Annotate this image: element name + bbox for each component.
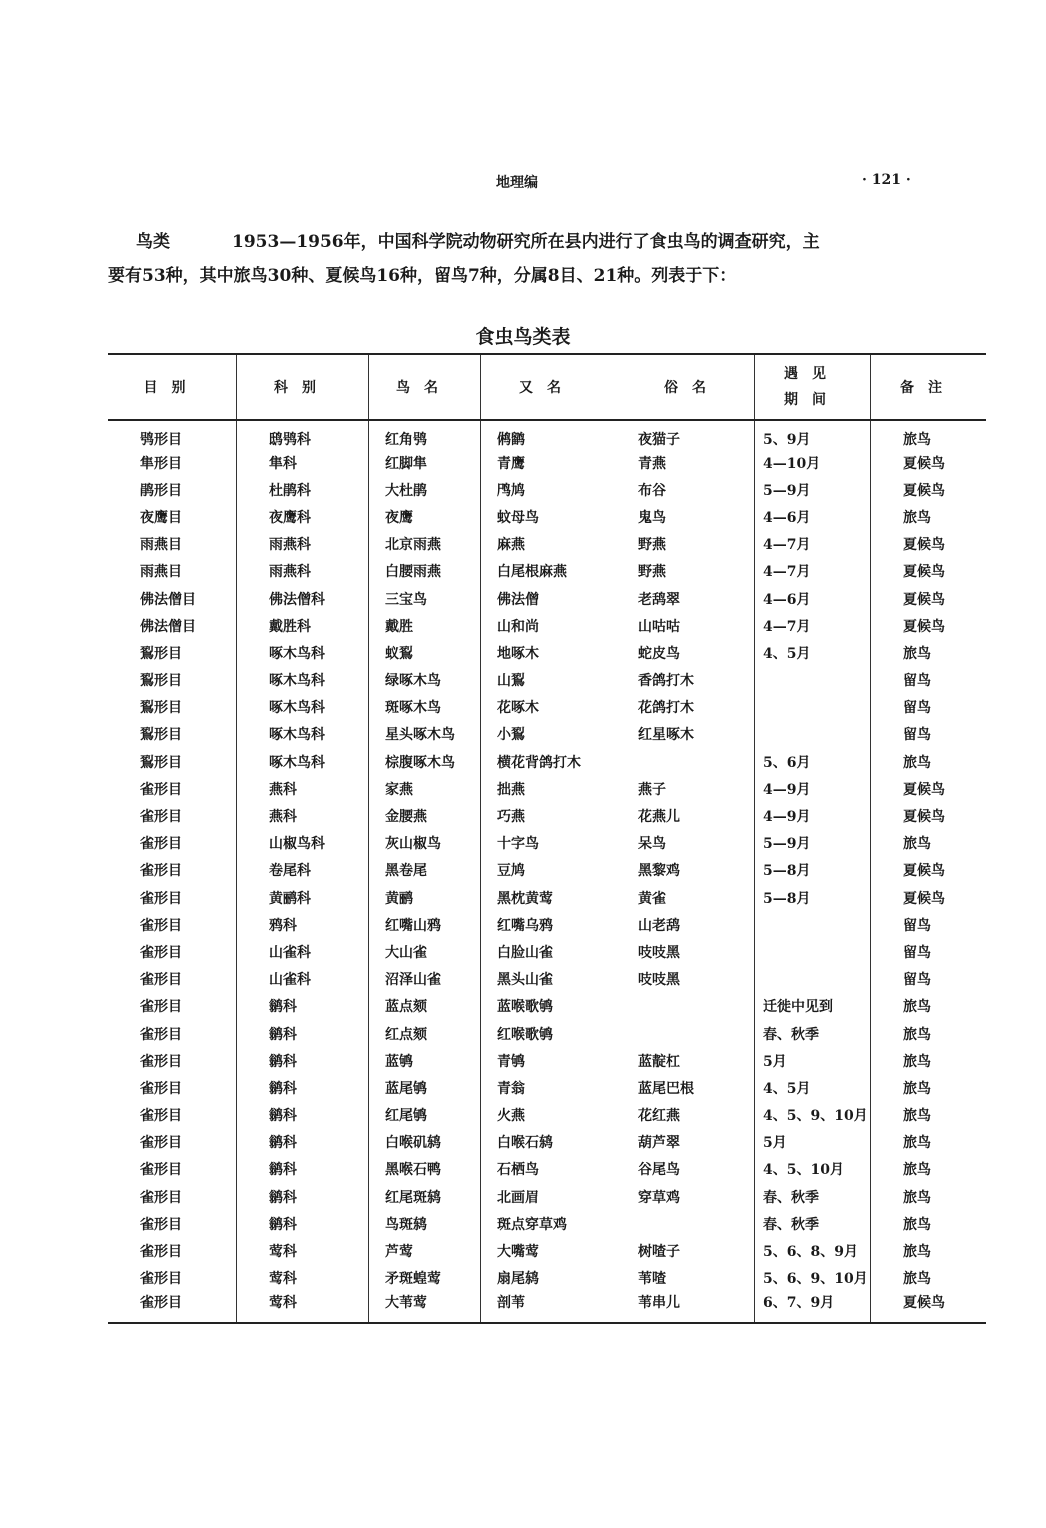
cell-family: 鹟科	[237, 1047, 369, 1074]
cell-remark: 旅鸟	[903, 432, 931, 448]
cell-period: 迁徙中见到	[755, 993, 871, 1020]
table-row	[108, 1210, 986, 1237]
cell-alias: 白脸山雀	[497, 944, 553, 961]
cell-order: 夜鹰目	[108, 503, 237, 530]
cell-name: 斑啄木鸟	[369, 694, 481, 721]
cell-alias: 花啄木	[497, 700, 539, 717]
table-row	[108, 531, 986, 558]
cell-alias: 斑点穿草鸡	[497, 1216, 567, 1233]
cell-common: 山老鸹	[638, 911, 755, 938]
cell-order: 雀形目	[108, 1183, 237, 1210]
cell-period: 春、秋季	[755, 1183, 871, 1210]
cell-family: 啄木鸟科	[237, 721, 369, 748]
cell-family: 山雀科	[237, 966, 369, 993]
table-row	[108, 911, 986, 938]
cell-name: 黑卷尾	[369, 857, 481, 884]
cell-family: 鸦科	[237, 911, 369, 938]
cell-common	[638, 993, 755, 1020]
cell-alias: 山鴷	[497, 673, 525, 690]
cell-name: 鸟斑鸫	[369, 1210, 481, 1237]
cell-family: 莺科	[237, 1237, 369, 1264]
cell-remark: 旅鸟	[903, 1244, 931, 1261]
cell-name: 红点颏	[369, 1020, 481, 1047]
cell-alias: 佛法僧	[497, 591, 539, 608]
cell-order: 鹃形目	[108, 476, 237, 503]
cell-name: 黑喉石鸭	[369, 1156, 481, 1183]
cell-name: 灰山椒鸟	[369, 830, 481, 857]
cell-order: 雀形目	[108, 1074, 237, 1101]
cell-period: 5、6月	[755, 748, 871, 775]
header-order: 目别	[108, 354, 237, 420]
cell-remark: 留鸟	[903, 917, 931, 934]
cell-alias: 北画眉	[497, 1189, 539, 1206]
cell-remark: 留鸟	[903, 727, 931, 744]
cell-family: 鹟科	[237, 1102, 369, 1129]
cell-alias: 巧燕	[497, 809, 525, 826]
cell-alias: 蓝喉歌鸲	[497, 999, 553, 1016]
cell-alias: 白喉石鸫	[497, 1135, 553, 1152]
cell-common: 葫芦翠	[638, 1129, 755, 1156]
cell-family: 戴胜科	[237, 612, 369, 639]
cell-remark: 留鸟	[903, 972, 931, 989]
header-period-line2: 期间	[784, 392, 840, 408]
cell-period: 5、9月	[755, 420, 871, 449]
table-row	[108, 993, 986, 1020]
cell-order: 雀形目	[108, 830, 237, 857]
cell-remark: 夏候鸟	[903, 564, 945, 581]
cell-name: 红尾鸲	[369, 1102, 481, 1129]
cell-remark: 旅鸟	[903, 999, 931, 1016]
cell-order: 佛法僧目	[108, 585, 237, 612]
cell-order: 鴷形目	[108, 748, 237, 775]
cell-alias: 小鴷	[497, 727, 525, 744]
table-row	[108, 476, 986, 503]
cell-order: 雀形目	[108, 884, 237, 911]
cell-family: 鹟科	[237, 993, 369, 1020]
cell-order: 雀形目	[108, 857, 237, 884]
section-label: 鸟类	[136, 232, 170, 252]
cell-period: 4—9月	[755, 802, 871, 829]
cell-name: 芦莺	[369, 1237, 481, 1264]
cell-alias: 青翁	[497, 1080, 525, 1097]
cell-common: 青燕	[638, 449, 755, 476]
table-row	[108, 612, 986, 639]
table-row	[108, 1156, 986, 1183]
cell-order: 雀形目	[108, 1210, 237, 1237]
cell-family: 啄木鸟科	[237, 748, 369, 775]
header-alias: 又名	[519, 380, 575, 396]
cell-remark: 旅鸟	[903, 1271, 931, 1288]
cell-common: 黑黎鸡	[638, 857, 755, 884]
cell-family: 鹟科	[237, 1129, 369, 1156]
cell-family: 燕科	[237, 775, 369, 802]
cell-period: 5、6、8、9月	[755, 1237, 871, 1264]
cell-period	[755, 721, 871, 748]
cell-alias: 鸺鹠	[497, 432, 525, 448]
cell-common: 山咕咕	[638, 612, 755, 639]
table-row	[108, 503, 986, 530]
cell-family: 莺科	[237, 1265, 369, 1292]
cell-order: 雀形目	[108, 993, 237, 1020]
intro-line-1	[108, 225, 938, 259]
table-row	[108, 938, 986, 965]
cell-order: 鴷形目	[108, 721, 237, 748]
table-row	[108, 420, 986, 449]
cell-family: 鹟科	[237, 1074, 369, 1101]
cell-common: 苇串儿	[638, 1292, 755, 1323]
cell-order: 雀形目	[108, 1265, 237, 1292]
cell-alias: 青鹰	[497, 455, 525, 472]
cell-common	[638, 1020, 755, 1047]
cell-family: 雨燕科	[237, 531, 369, 558]
cell-remark: 旅鸟	[903, 509, 931, 526]
table-row	[108, 1102, 986, 1129]
cell-name: 黄鹂	[369, 884, 481, 911]
table-row	[108, 802, 986, 829]
header-period	[755, 354, 871, 420]
cell-name: 金腰燕	[369, 802, 481, 829]
cell-common: 蓝尾巴根	[638, 1074, 755, 1101]
cell-remark: 旅鸟	[903, 1135, 931, 1152]
cell-family: 啄木鸟科	[237, 694, 369, 721]
cell-period: 6、7、9月	[755, 1292, 871, 1323]
cell-order: 雀形目	[108, 1047, 237, 1074]
header-period-line1: 遇见	[784, 366, 840, 382]
cell-name: 大山雀	[369, 938, 481, 965]
cell-remark: 旅鸟	[903, 645, 931, 662]
table-row	[108, 1020, 986, 1047]
cell-alias: 十字鸟	[497, 836, 539, 853]
cell-remark: 夏候鸟	[903, 618, 945, 635]
cell-order: 鴷形目	[108, 667, 237, 694]
cell-period	[755, 667, 871, 694]
table-row	[108, 639, 986, 666]
cell-alias: 黑枕黄莺	[497, 890, 553, 907]
cell-remark: 旅鸟	[903, 1080, 931, 1097]
cell-period: 4、5月	[755, 1074, 871, 1101]
cell-remark: 旅鸟	[903, 1053, 931, 1070]
cell-remark: 旅鸟	[903, 1189, 931, 1206]
cell-order: 雀形目	[108, 802, 237, 829]
cell-common: 野燕	[638, 558, 755, 585]
cell-common: 蛇皮鸟	[638, 639, 755, 666]
cell-common: 花鸽打木	[638, 694, 755, 721]
cell-family: 佛法僧科	[237, 585, 369, 612]
table-row	[108, 1292, 986, 1323]
cell-alias: 鸤鸠	[497, 482, 525, 499]
table-body	[108, 420, 986, 1323]
cell-remark: 夏候鸟	[903, 781, 945, 798]
cell-common: 树喳子	[638, 1237, 755, 1264]
cell-common: 花燕儿	[638, 802, 755, 829]
cell-common	[638, 748, 755, 775]
cell-period	[755, 694, 871, 721]
cell-common: 谷尾鸟	[638, 1156, 755, 1183]
page-number: · 121 ·	[862, 172, 911, 188]
intro-text-1: 1953—1956年，中国科学院动物研究所在县内进行了食虫鸟的调查研究，主	[232, 232, 820, 252]
cell-period: 4—7月	[755, 531, 871, 558]
cell-name: 三宝鸟	[369, 585, 481, 612]
cell-period: 5—9月	[755, 476, 871, 503]
cell-name: 白腰雨燕	[369, 558, 481, 585]
intro-line-2: 要有53种，其中旅鸟30种、夏候鸟16种，留鸟7种，分属8目、21种。列表于下：	[108, 266, 737, 286]
table-row	[108, 1074, 986, 1101]
cell-alias: 横花背鸽打木	[497, 754, 581, 771]
cell-order: 雀形目	[108, 1102, 237, 1129]
cell-alias: 红嘴乌鸦	[497, 917, 553, 934]
table-row	[108, 830, 986, 857]
cell-remark: 夏候鸟	[903, 809, 945, 826]
cell-order: 隼形目	[108, 449, 237, 476]
table-row	[108, 884, 986, 911]
cell-order: 雀形目	[108, 966, 237, 993]
cell-family: 鹟科	[237, 1156, 369, 1183]
cell-family: 鸱鸮科	[237, 420, 369, 449]
cell-name: 戴胜	[369, 612, 481, 639]
header-family: 科别	[237, 354, 369, 420]
cell-remark: 留鸟	[903, 944, 931, 961]
cell-name: 蓝尾鸲	[369, 1074, 481, 1101]
cell-common: 呆鸟	[638, 830, 755, 857]
cell-order: 雀形目	[108, 1129, 237, 1156]
cell-name: 蚁鴷	[369, 639, 481, 666]
cell-remark: 夏候鸟	[903, 591, 945, 608]
cell-remark: 旅鸟	[903, 1108, 931, 1125]
cell-remark: 旅鸟	[903, 836, 931, 853]
cell-order: 雨燕目	[108, 531, 237, 558]
cell-name: 家燕	[369, 775, 481, 802]
table-row	[108, 1237, 986, 1264]
cell-period: 4、5、10月	[755, 1156, 871, 1183]
cell-name: 矛斑蝗莺	[369, 1265, 481, 1292]
cell-period: 4、5、9、10月	[755, 1102, 871, 1129]
cell-common	[638, 1210, 755, 1237]
cell-remark: 夏候鸟	[903, 455, 945, 472]
cell-alias: 火燕	[497, 1108, 525, 1125]
cell-period: 4、5月	[755, 639, 871, 666]
cell-alias: 拙燕	[497, 781, 525, 798]
table-row	[108, 966, 986, 993]
cell-alias: 麻燕	[497, 537, 525, 554]
cell-period: 4—7月	[755, 612, 871, 639]
cell-order: 鸮形目	[108, 420, 237, 449]
cell-name: 绿啄木鸟	[369, 667, 481, 694]
table-row	[108, 694, 986, 721]
running-header-title: 地理编	[496, 175, 538, 191]
cell-family: 杜鹃科	[237, 476, 369, 503]
cell-alias: 青鸲	[497, 1053, 525, 1070]
cell-alias: 地啄木	[497, 645, 539, 662]
cell-name: 蓝点颏	[369, 993, 481, 1020]
cell-alias: 大嘴莺	[497, 1244, 539, 1261]
cell-common: 红星啄木	[638, 721, 755, 748]
table-row	[108, 748, 986, 775]
cell-common: 布谷	[638, 476, 755, 503]
cell-period: 春、秋季	[755, 1020, 871, 1047]
cell-family: 卷尾科	[237, 857, 369, 884]
cell-common: 黄雀	[638, 884, 755, 911]
cell-common: 鬼鸟	[638, 503, 755, 530]
cell-name: 蓝鸲	[369, 1047, 481, 1074]
cell-order: 鴷形目	[108, 639, 237, 666]
cell-name: 红嘴山鸦	[369, 911, 481, 938]
cell-alias: 剖苇	[497, 1294, 525, 1311]
cell-family: 啄木鸟科	[237, 667, 369, 694]
bird-table-container	[108, 353, 956, 1324]
cell-period: 5月	[755, 1047, 871, 1074]
cell-family: 山椒鸟科	[237, 830, 369, 857]
cell-remark: 夏候鸟	[903, 863, 945, 880]
cell-alias: 红喉歌鸲	[497, 1026, 553, 1043]
cell-order: 雀形目	[108, 1020, 237, 1047]
table-title: 食虫鸟类表	[475, 326, 571, 348]
cell-family: 燕科	[237, 802, 369, 829]
table-row	[108, 1183, 986, 1210]
cell-remark: 旅鸟	[903, 1162, 931, 1179]
cell-order: 雀形目	[108, 938, 237, 965]
cell-remark: 旅鸟	[903, 1216, 931, 1233]
cell-alias: 豆鸠	[497, 863, 525, 880]
cell-name: 北京雨燕	[369, 531, 481, 558]
cell-period: 4—6月	[755, 585, 871, 612]
cell-order: 鴷形目	[108, 694, 237, 721]
cell-common: 吱吱黑	[638, 938, 755, 965]
cell-common: 花红燕	[638, 1102, 755, 1129]
cell-common: 穿草鸡	[638, 1183, 755, 1210]
cell-alias: 蚊母鸟	[497, 509, 539, 526]
table-row	[108, 667, 986, 694]
cell-common: 野燕	[638, 531, 755, 558]
cell-alias: 山和尚	[497, 618, 539, 635]
cell-period: 5—8月	[755, 884, 871, 911]
cell-remark: 夏候鸟	[903, 537, 945, 554]
cell-order: 雀形目	[108, 1156, 237, 1183]
cell-remark: 夏候鸟	[903, 1294, 945, 1311]
cell-name: 红尾斑鸫	[369, 1183, 481, 1210]
cell-family: 夜鹰科	[237, 503, 369, 530]
cell-common: 燕子	[638, 775, 755, 802]
cell-period: 4—6月	[755, 503, 871, 530]
cell-family: 啄木鸟科	[237, 639, 369, 666]
table-row	[108, 721, 986, 748]
cell-common: 蓝靛杠	[638, 1047, 755, 1074]
cell-common: 吱吱黑	[638, 966, 755, 993]
table-row	[108, 449, 986, 476]
cell-name: 沼泽山雀	[369, 966, 481, 993]
table-row	[108, 857, 986, 884]
cell-family: 鹟科	[237, 1020, 369, 1047]
cell-remark: 夏候鸟	[903, 890, 945, 907]
cell-name: 夜鹰	[369, 503, 481, 530]
cell-family: 鹟科	[237, 1183, 369, 1210]
cell-family: 黄鹂科	[237, 884, 369, 911]
table-row	[108, 1129, 986, 1156]
cell-order: 雀形目	[108, 1237, 237, 1264]
cell-alias: 扇尾鸫	[497, 1271, 539, 1288]
cell-common: 夜猫子	[638, 420, 755, 449]
cell-order: 雨燕目	[108, 558, 237, 585]
bird-table	[108, 353, 986, 1324]
cell-period: 5—9月	[755, 830, 871, 857]
cell-common: 苇喳	[638, 1265, 755, 1292]
table-row	[108, 558, 986, 585]
table-row	[108, 1265, 986, 1292]
cell-remark: 夏候鸟	[903, 482, 945, 499]
cell-period: 5、6、9、10月	[755, 1265, 871, 1292]
cell-period: 4—7月	[755, 558, 871, 585]
cell-remark: 留鸟	[903, 700, 931, 717]
table-header-row	[108, 354, 986, 420]
table-row	[108, 775, 986, 802]
cell-period: 5月	[755, 1129, 871, 1156]
cell-period	[755, 966, 871, 993]
header-remark: 备注	[900, 380, 956, 396]
cell-family: 山雀科	[237, 938, 369, 965]
cell-remark: 旅鸟	[903, 1026, 931, 1043]
cell-order: 雀形目	[108, 775, 237, 802]
cell-alias: 白尾根麻燕	[497, 564, 567, 581]
cell-name: 星头啄木鸟	[369, 721, 481, 748]
cell-common: 老鸹翠	[638, 585, 755, 612]
cell-name: 棕腹啄木鸟	[369, 748, 481, 775]
cell-name: 大杜鹃	[369, 476, 481, 503]
cell-name: 红角鸮	[369, 420, 481, 449]
cell-order: 雀形目	[108, 911, 237, 938]
cell-name: 大苇莺	[369, 1292, 481, 1323]
cell-remark: 旅鸟	[903, 754, 931, 771]
intro-paragraph	[108, 225, 938, 293]
cell-period: 5—8月	[755, 857, 871, 884]
cell-period: 4—9月	[755, 775, 871, 802]
cell-name: 白喉矶鸫	[369, 1129, 481, 1156]
cell-family: 隼科	[237, 449, 369, 476]
cell-family: 鹟科	[237, 1210, 369, 1237]
cell-period: 春、秋季	[755, 1210, 871, 1237]
header-common: 俗名	[638, 354, 755, 420]
cell-name: 红脚隼	[369, 449, 481, 476]
cell-alias: 石栖鸟	[497, 1162, 539, 1179]
table-row	[108, 585, 986, 612]
cell-family: 雨燕科	[237, 558, 369, 585]
cell-period	[755, 911, 871, 938]
cell-order: 佛法僧目	[108, 612, 237, 639]
cell-period	[755, 938, 871, 965]
cell-remark: 留鸟	[903, 673, 931, 690]
cell-alias: 黑头山雀	[497, 972, 553, 989]
table-row	[108, 1047, 986, 1074]
cell-common: 香鸽打木	[638, 667, 755, 694]
cell-order: 雀形目	[108, 1292, 237, 1323]
cell-family: 莺科	[237, 1292, 369, 1323]
cell-period: 4—10月	[755, 449, 871, 476]
header-name: 鸟名	[369, 354, 481, 420]
